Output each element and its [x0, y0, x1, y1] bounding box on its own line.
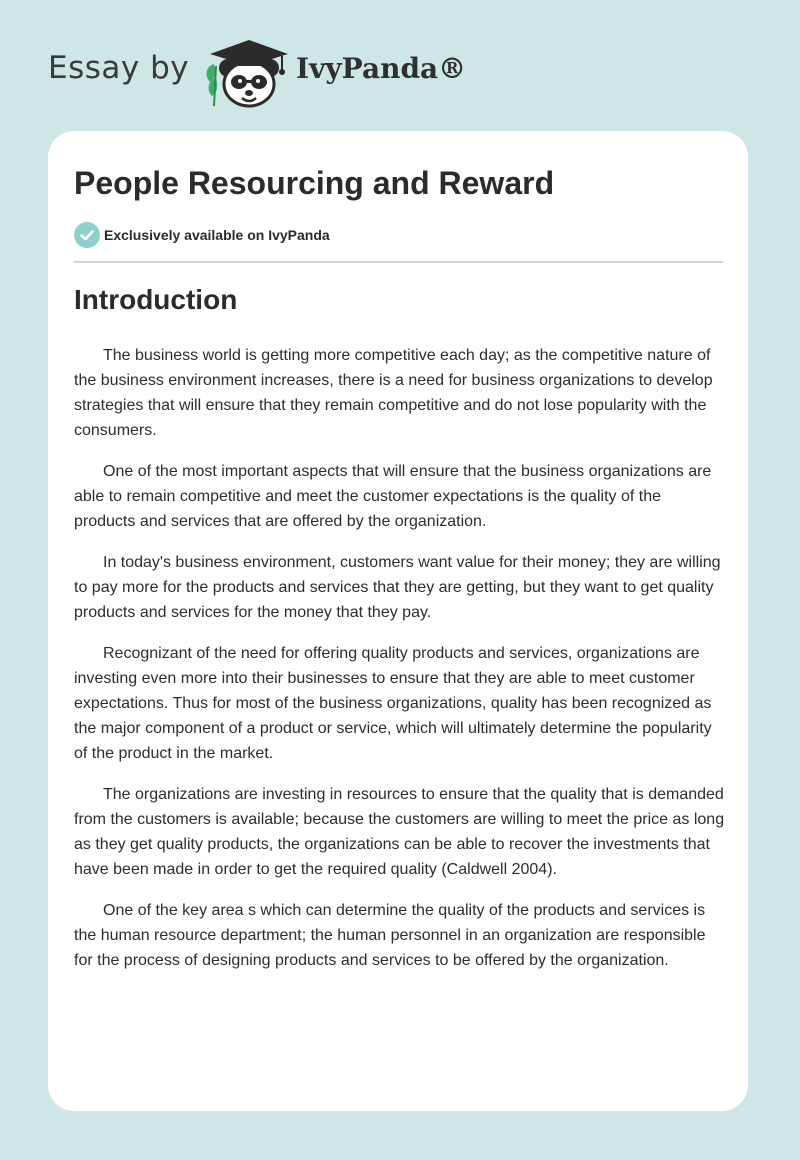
exclusive-badge-text: Exclusively available on IvyPanda: [104, 227, 330, 243]
check-circle-icon: [74, 222, 100, 248]
exclusive-badge: [74, 221, 330, 249]
paragraph: In today's business environment, customers want value for their money; they are willing to pay more for the products and services that they are getting, but they want to get quality products and services for the money that they pay.: [74, 554, 721, 621]
paragraph: The business world is getting more competitive each day; as the competitive nature of the business environment increases, there is a need for business organizations to develop strategies that will ensure that they remain competitive and do not lose popularity with the consumers.: [74, 347, 713, 439]
site-header: [48, 30, 508, 112]
essay-by-label: Essay by: [48, 50, 190, 86]
article-title: People Resourcing and Reward: [74, 165, 555, 201]
article-body: [74, 343, 726, 989]
section-heading: Introduction: [74, 284, 238, 315]
paragraph: One of the key area s which can determine the quality of the products and services is the human resource department; the human personnel in an organization are responsible for the process of designing products and services to be offered by the organization.: [74, 902, 706, 969]
divider: [74, 261, 723, 263]
panda-graduation-cap-icon[interactable]: [202, 36, 296, 112]
paragraph: One of the most important aspects that will ensure that the business organizations are able to remain competitive and meet the customer expectations is the quality of the products and services that are offered by the organization.: [74, 463, 712, 530]
paragraph: Recognizant of the need for offering quality products and services, organizations are investing even more into their businesses to ensure that they are able to meet customer expectations. Thus for most of the business organizations, quality has been recognized as the major component of a product or service, which will ultimately determine the popularity of the product in the market.: [74, 645, 712, 762]
brand-name[interactable]: IvyPanda®: [296, 52, 467, 85]
article-card: [48, 131, 748, 1111]
paragraph: The organizations are investing in resources to ensure that the quality that is demanded from the customers is available; because the customers are willing to meet the price as long as they get quality products, the organizations can be able to recover the investments that have been made in order to get the required quality (Caldwell 2004).: [74, 786, 725, 878]
